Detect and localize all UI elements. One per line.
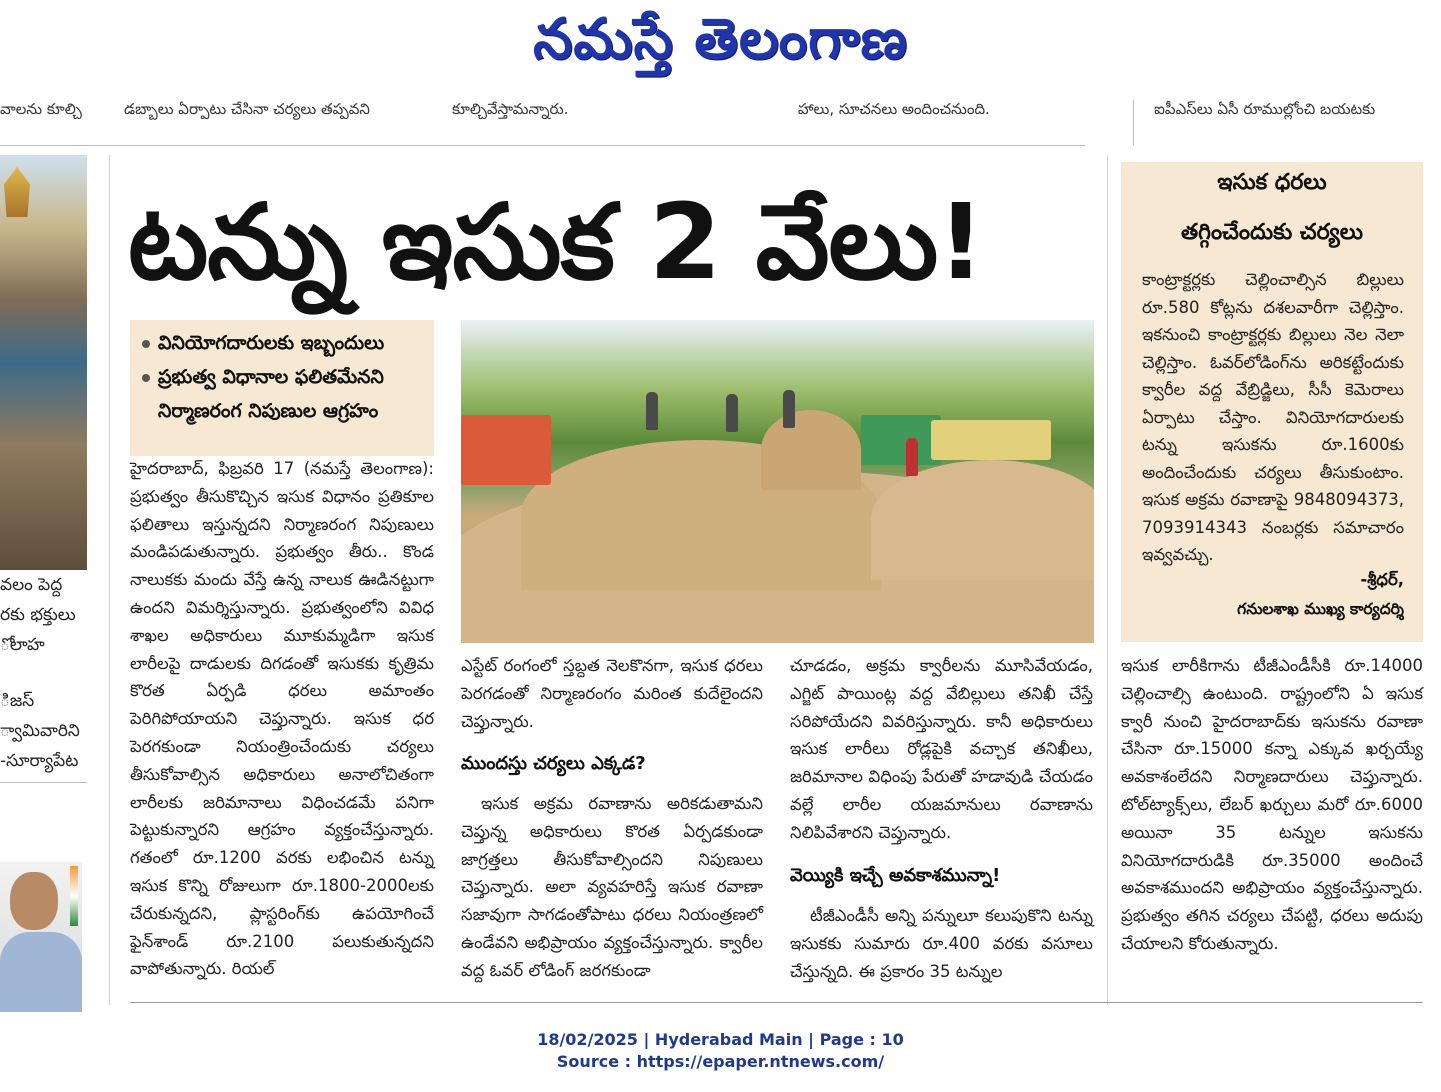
masthead — [0, 0, 1441, 80]
highlight-text: వినియోగదారులకు ఇబ్బందులు — [158, 332, 385, 354]
left-caption-line: రకు భక్తులు — [0, 605, 76, 625]
article-column-3-intro: చూడడం, అక్రమ క్వారీలను మూసివేయడం, ఎగ్జిట్ పాయింట్ల వద్ద వేబిల్లులు తనిఖీ చేస్తే సరిపోయేదని వివరిస్తున్నారు. కానీ అధికారులు ఇసుక లారీలు రోడ్లపైకి వచ్చాక తనిఖీలు, జరిమానాల విధింపు పేరుతో హడావుడి చేయడం వల్లే లారీల యజమానులు రవాణాను నిలిపివేశారని చెప్తున్నారు. — [790, 656, 1093, 842]
sidebar-title: తగ్గించేందుకు చర్యలు — [1181, 220, 1363, 245]
footer-page-info: 18/02/2025 | Hyderabad Main | Page : 10 — [537, 1030, 904, 1049]
sidebar-signature-title: గనులశాఖ ముఖ్య కార్యదర్శి — [1237, 600, 1404, 618]
highlights-box — [130, 320, 434, 456]
column-divider — [109, 155, 110, 1005]
highlight-text: నిర్మాణరంగ నిపుణుల ఆగ్రహం — [158, 400, 379, 422]
article-subhead: వెయ్యికి ఇచ్చే అవకాశమున్నా! — [790, 865, 1001, 886]
sand-quarry-photo — [461, 320, 1094, 643]
sidebar-body: కాంట్రాక్టర్లకు చెల్లించాల్సిన బిల్లులు రూ.580 కోట్లను దశలవారీగా చెల్లిస్తాం. ఇకనుంచి కాంట్రాక్టర్లకు బిల్లులు నెల నెలా చెల్లిస్తాం. ఓవర్‌లోడింగ్‌ను అరికట్టేందుకు క్వారీల వద్ద వేబ్రిడ్జిలు, సీసీ కెమెరాలు ఏర్పాటు చేస్తాం. వినియోగదారులకు టన్ను ఇసుకను రూ.1600కు అందించేందుకు చర్యలు తీసుకుంటాం. ఇసుక అక్రమ రవాణాపై 9848094373, 7093914343 నంబర్లకు సమాచారం ఇవ్వవచ్చు. — [1142, 270, 1404, 564]
bullet-icon — [142, 374, 150, 382]
ticker-item: హాలు, సూచనలు అందించనుంది. — [798, 100, 990, 118]
page-bottom-rule — [130, 1002, 1423, 1003]
sidebar-title: ఇసుక ధరలు — [1217, 170, 1327, 195]
ticker-item: కూల్చివేస్తామన్నారు. — [452, 100, 569, 118]
masthead-title: నమస్తే తెలంగాణ — [533, 6, 908, 72]
left-caption-line: ్వామివారిని — [0, 721, 80, 741]
left-divider — [0, 782, 87, 783]
article-subhead: ముందస్తు చర్యలు ఎక్కడ? — [461, 753, 646, 774]
article-column-4: ఇసుక లారీకిగాను టీజీఎండీసీకి రూ.14000 చెల్లించాల్సి ఉంటుంది. రాష్ట్రంలోని ఏ ఇసుక క్వారీ నుంచి హైదరాబాద్‌కు ఇసుకను రవాణా చేసినా రూ.15000 కన్నా ఎక్కువ ఖర్చయ్యే అవకాశంలేదని నిర్మాణదారులు చెప్తున్నారు. టోల్‌ట్యాక్స్‌లు, లేబర్ ఖర్చులు మరో రూ.6000 అయినా 35 టన్నుల ఇసుకను వినియోగదారుడికి రూ.35000 అందించే అవకాశముందని అభిప్రాయం వ్యక్తంచేస్తున్నారు. ప్రభుత్వం తగిన చర్యలు చేపట్టి, ధరలు అదుపు చేయాలని కోరుతున్నారు. — [1121, 656, 1423, 953]
person-photo — [0, 862, 82, 1012]
highlight-item — [130, 360, 434, 394]
highlight-item — [130, 394, 434, 428]
temple-photo — [0, 155, 87, 570]
column-divider — [1133, 100, 1134, 145]
article-column-2-body: ఇసుక అక్రమ రవాణాను అరికడుతామని చెప్తున్న అధికారులు కొరత ఏర్పడకుండా జాగ్రత్తలు తీసుకోవాల్సిందని నిపుణులు చెప్తున్నారు. అలా వ్యవహరిస్తే ఇసుక రవాణా సజావుగా సాగడంతోపాటు ధరలు నియంత్రణలో ఉండేవని అభిప్రాయం వ్యక్తంచేస్తున్నారు. క్వారీల వద్ద ఓవర్ లోడింగ్ జరగకుండా — [461, 794, 763, 980]
ticker-item: డబ్బాలు ఏర్పాటు చేసినా చర్యలు తప్పవని — [124, 100, 370, 118]
footer-source[interactable]: Source : https://epaper.ntnews.com/ — [556, 1052, 885, 1071]
ticker-item: ఐపీఎస్‌లు ఏసీ రూముల్లోంచి బయటకు — [1154, 100, 1376, 118]
article-column-3-body: టీజీఎండీసీ అన్ని పన్నులూ కలుపుకొని టన్ను ఇసుకకు సుమారు రూ.400 వరకు వసూలు చేస్తున్నది. ఈ ప్రకారం 35 టన్నుల — [790, 906, 1093, 981]
column-divider — [1107, 155, 1108, 1005]
left-caption-line: వలం పెద్ద — [0, 575, 63, 595]
sidebar-signature-name: -శ్రీధర్, — [1360, 570, 1404, 589]
article-column-1: హైదరాబాద్, ఫిబ్రవరి 17 (నమస్తే తెలంగాణ): ప్రభుత్వం తీసుకొచ్చిన ఇసుక విధానం ప్రతికూల ఫలితాలు ఇస్తున్నదని నిర్మాణరంగ నిపుణులు మండిపడుతున్నారు. ప్రభుత్వం తీరు.. కొండ నాలుకకు మందు వేస్తే ఉన్న నాలుక ఊడినట్టుగా ఉందని విమర్శిస్తున్నారు. ప్రభుత్వంలోని వివిధ శాఖల అధికారులు మూకుమ్మడిగా ఇసుక లారీలపై దాడులకు దిగడంతో ఇసుకకు కృత్రిమ కొరత ఏర్పడి ధరలు అమాంతం పెరిగిపోయాయని చెప్తున్నారు. ఇసుక ధర పెరగకుండా నియంత్రించేందుకు చర్యలు తీసుకోవాల్సిన అధికారులు అనాలోచితంగా లారీలకు జరిమానాలు విధించడమే పనిగా పెట్టుకున్నారని ఆగ్రహం వ్యక్తంచేస్తున్నారు. గతంలో రూ.1200 వరకు లభించిన టన్ను ఇసుక కొన్ని రోజులుగా రూ.1800-2000లకు చేరుకున్నదని, ప్లాస్టరింగ్‌కు ఉపయోగించే ఫైన్‌శాండ్ రూ.2100 పలుకుతున్నదని వాపోతున్నారు. రియల్ — [130, 459, 434, 979]
highlight-item — [130, 326, 434, 360]
ticker-divider — [0, 145, 1085, 146]
article-headline: టన్ను ఇసుక 2 వేలు! — [128, 181, 984, 303]
left-caption-line: -సూర్యాపేట — [0, 751, 79, 771]
left-caption-line: ోలాహ — [0, 635, 45, 655]
bullet-icon — [142, 340, 150, 348]
article-column-2-intro: ఎస్టేట్ రంగంలో స్తబ్దత నెలకొనగా, ఇసుక ధరలు పెరగడంతో నిర్మాణరంగం మరింత కుదేలైందని చెప్తున్నారు. — [461, 656, 763, 731]
ticker-item: వాలను కూల్చి — [0, 100, 82, 118]
highlight-text: ప్రభుత్వ విధానాల ఫలితమేనని — [158, 366, 384, 388]
left-caption-line: ిజస్ — [0, 691, 35, 711]
